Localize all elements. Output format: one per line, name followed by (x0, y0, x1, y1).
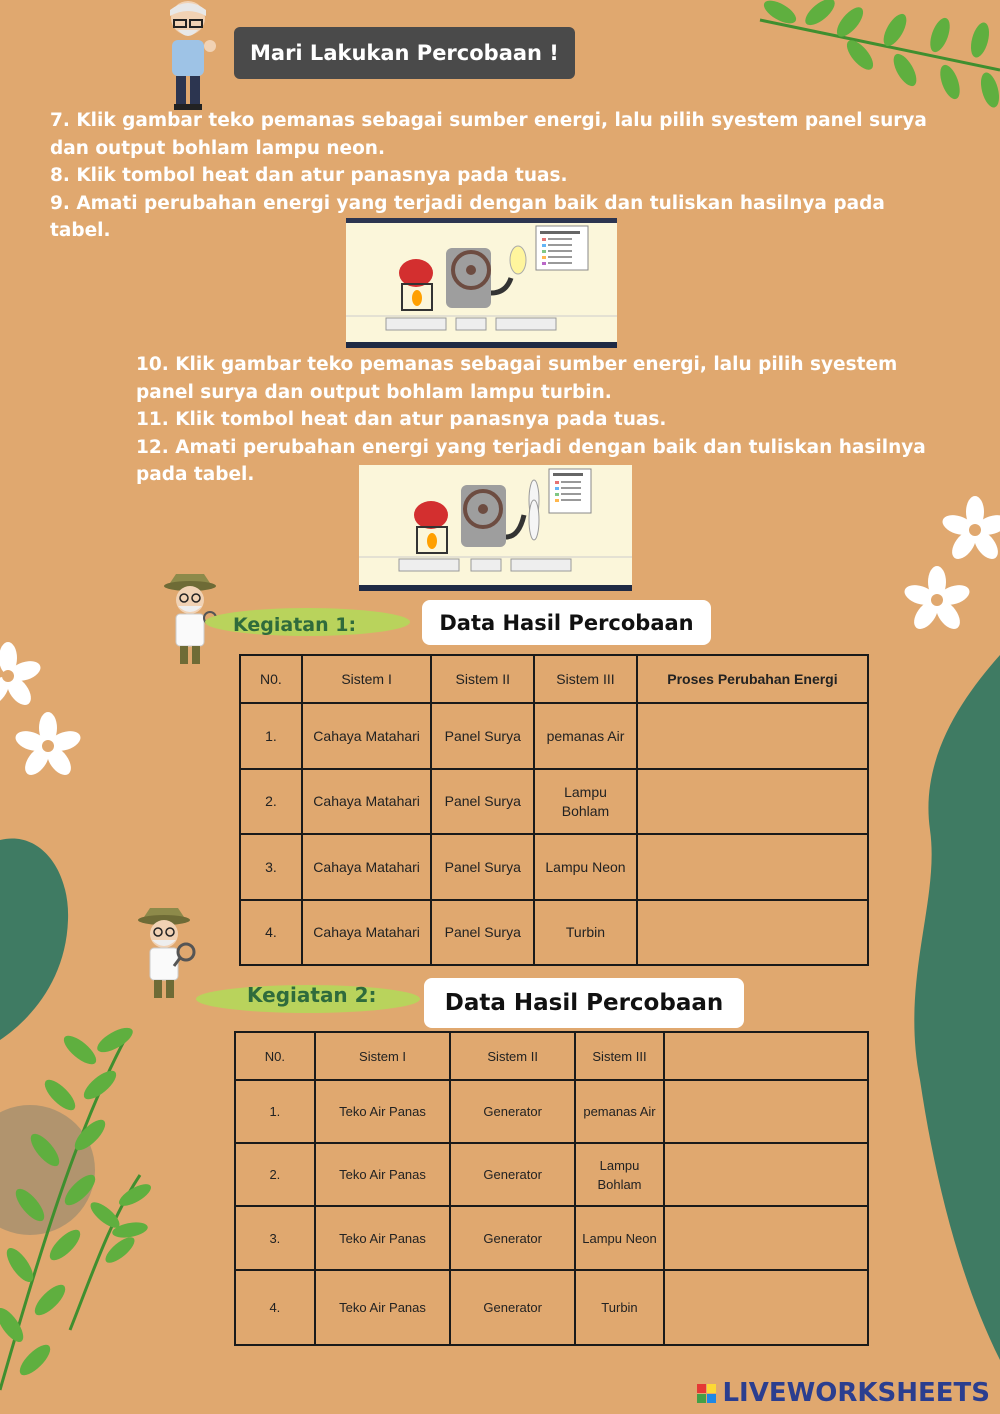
cell-sistem-1: Teko Air Panas (315, 1080, 451, 1143)
cell-proses-input[interactable] (664, 1080, 868, 1143)
cell-sistem-1: Cahaya Matahari (302, 900, 432, 965)
kegiatan-2-title: Data Hasil Percobaan (424, 978, 744, 1028)
table-header-row (235, 1032, 868, 1080)
instruction-12: 12. Amati perubahan energi yang terjadi dengan baik dan tuliskan hasilnya pada tabel. (136, 436, 926, 485)
table-row (240, 703, 868, 769)
kegiatan-2-table (234, 1031, 869, 1346)
header-cell-sistem-2: Sistem II (450, 1032, 575, 1080)
table-row (235, 1080, 868, 1143)
instruction-9: 9. Amati perubahan energi yang terjadi dengan baik dan tuliskan hasilnya pada tabel. (50, 192, 885, 241)
cell-sistem-3: Lampu Neon (575, 1206, 664, 1270)
liveworksheets-badge-icon (697, 1384, 716, 1403)
cell-proses-input[interactable] (637, 900, 868, 965)
cell-no: 3. (240, 834, 302, 900)
table-header-row (240, 655, 868, 703)
cell-sistem-1: Teko Air Panas (315, 1143, 451, 1206)
header-cell-sistem-3: Sistem III (575, 1032, 664, 1080)
instruction-7: 7. Klik gambar teko pemanas sebagai sumber energi, lalu pilih syestem panel surya dan output bohlam lampu neon. (50, 110, 927, 159)
cell-sistem-2: Panel Surya (431, 769, 534, 834)
liveworksheets-logo[interactable] (697, 1378, 990, 1408)
header-cell-no: N0. (235, 1032, 315, 1080)
instruction-10: 10. Klik gambar teko pemanas sebagai sumber energi, lalu pilih syestem panel surya dan output bohlam lampu turbin. (136, 354, 898, 403)
cell-sistem-1: Cahaya Matahari (302, 834, 432, 900)
professor-character-icon (158, 0, 220, 115)
cell-proses-input[interactable] (637, 703, 868, 769)
table-row (240, 769, 868, 834)
green-blob-left (0, 838, 68, 1040)
cell-proses-input[interactable] (637, 769, 868, 834)
cell-no: 2. (240, 769, 302, 834)
header-cell-sistem-2: Sistem II (431, 655, 534, 703)
cell-sistem-3: Lampu Bohlam (534, 769, 637, 834)
header-cell-sistem-3: Sistem III (534, 655, 637, 703)
cell-sistem-2: Panel Surya (431, 703, 534, 769)
table-row (235, 1270, 868, 1345)
cell-no: 2. (235, 1143, 315, 1206)
cell-sistem-2: Panel Surya (431, 834, 534, 900)
header-cell-no: N0. (240, 655, 302, 703)
cell-no: 1. (240, 703, 302, 769)
header-cell-empty (664, 1032, 868, 1080)
header-cell-sistem-1: Sistem I (315, 1032, 451, 1080)
header-cell-proses: Proses Perubahan Energi (637, 655, 868, 703)
header-cell-sistem-1: Sistem I (302, 655, 432, 703)
cell-proses-input[interactable] (664, 1143, 868, 1206)
simulation-screenshot-2 (359, 465, 632, 591)
cell-sistem-3: Lampu Bohlam (575, 1143, 664, 1206)
instruction-11: 11. Klik tombol heat dan atur panasnya pada tuas. (136, 409, 667, 430)
green-blob-right (914, 655, 1000, 1360)
cell-sistem-3: Lampu Neon (534, 834, 637, 900)
cell-proses-input[interactable] (664, 1270, 868, 1345)
cell-sistem-3: pemanas Air (575, 1080, 664, 1143)
cell-sistem-1: Cahaya Matahari (302, 769, 432, 834)
kegiatan-1-table (239, 654, 869, 966)
kegiatan-1-title: Data Hasil Percobaan (422, 600, 711, 645)
table-row (235, 1143, 868, 1206)
cell-no: 4. (240, 900, 302, 965)
table-row (235, 1206, 868, 1270)
cell-proses-input[interactable] (637, 834, 868, 900)
cell-proses-input[interactable] (664, 1206, 868, 1270)
cell-sistem-3: Turbin (575, 1270, 664, 1345)
cell-sistem-3: pemanas Air (534, 703, 637, 769)
cell-no: 1. (235, 1080, 315, 1143)
leaf-branch-top-right (760, 0, 1000, 109)
explorer-magnifier-character-icon (134, 902, 198, 1002)
cell-sistem-2: Generator (450, 1270, 575, 1345)
cell-sistem-1: Teko Air Panas (315, 1270, 451, 1345)
instruction-8: 8. Klik tombol heat dan atur panasnya pada tuas. (50, 165, 568, 186)
table-row (240, 834, 868, 900)
stone-circle (0, 1105, 95, 1235)
cell-no: 3. (235, 1206, 315, 1270)
cell-sistem-2: Generator (450, 1143, 575, 1206)
cell-sistem-2: Panel Surya (431, 900, 534, 965)
simulation-screenshot-1 (346, 218, 617, 348)
cell-sistem-2: Generator (450, 1206, 575, 1270)
cell-sistem-3: Turbin (534, 900, 637, 965)
cell-no: 4. (235, 1270, 315, 1345)
liveworksheets-logo-text: LIVEWORKSHEETS (722, 1378, 990, 1408)
cell-sistem-1: Teko Air Panas (315, 1206, 451, 1270)
cell-sistem-2: Generator (450, 1080, 575, 1143)
cell-sistem-1: Cahaya Matahari (302, 703, 432, 769)
kegiatan-2-label: Kegiatan 2: (247, 983, 377, 1007)
kegiatan-1-label: Kegiatan 1: (233, 614, 357, 636)
page-title: Mari Lakukan Percobaan ! (234, 27, 575, 79)
table-row (240, 900, 868, 965)
